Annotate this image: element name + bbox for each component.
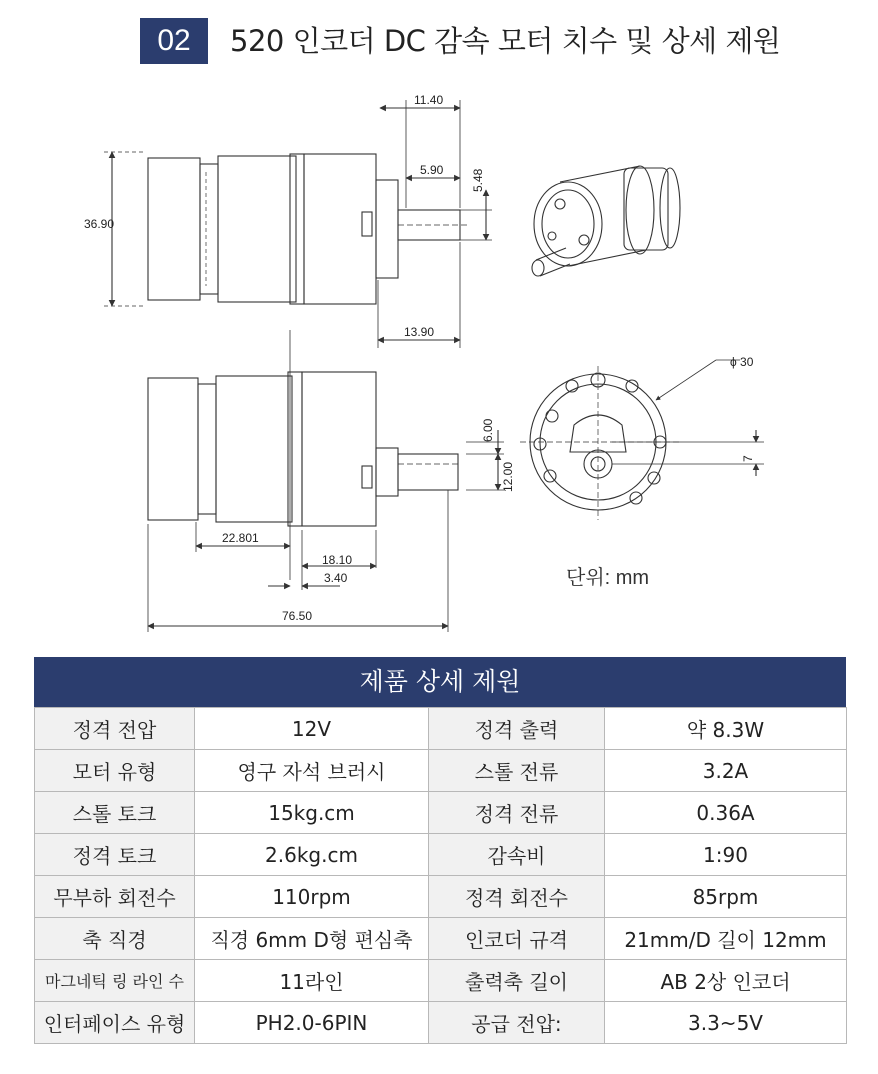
spec-value: 0.36A [605, 792, 847, 834]
dim-22-801: 22.801 [222, 531, 259, 545]
spec-value: 110rpm [195, 876, 429, 918]
spec-value: 12V [195, 708, 429, 750]
motor-perspective-view [532, 166, 680, 276]
motor-front-view [520, 366, 680, 520]
table-row [35, 708, 847, 750]
spec-key: 공급 전압: [429, 1002, 605, 1044]
spec-value: 영구 자석 브러시 [195, 750, 429, 792]
spec-value: PH2.0-6PIN [195, 1002, 429, 1044]
table-row [35, 876, 847, 918]
spec-key: 정격 출력 [429, 708, 605, 750]
table-row [35, 792, 847, 834]
spec-grid [34, 707, 847, 1044]
section-title: 520 인코더 DC 감속 모터 치수 및 상세 제원 [230, 24, 781, 58]
spec-key: 정격 토크 [35, 834, 195, 876]
spec-key: 감속비 [429, 834, 605, 876]
dim-phi-30: ϕ 30 [730, 355, 754, 369]
spec-value: 15kg.cm [195, 792, 429, 834]
spec-value: 약 8.3W [605, 708, 847, 750]
spec-key: 축 직경 [35, 918, 195, 960]
dim-36-90: 36.90 [84, 217, 115, 231]
spec-key: 무부하 회전수 [35, 876, 195, 918]
spec-key: 정격 회전수 [429, 876, 605, 918]
dim-12-00: 12.00 [501, 461, 515, 492]
motor-dimension-drawing [0, 80, 878, 650]
motor-side-view-bottom [148, 372, 458, 526]
spec-value: 11라인 [195, 960, 429, 1002]
spec-value: 3.2A [605, 750, 847, 792]
table-row [35, 750, 847, 792]
dim-5-48: 5.48 [471, 168, 485, 192]
spec-value: 3.3~5V [605, 1002, 847, 1044]
spec-key: 스톨 토크 [35, 792, 195, 834]
spec-key: 모터 유형 [35, 750, 195, 792]
spec-key: 마그네틱 링 라인 수 [35, 960, 195, 1002]
spec-value: 2.6kg.cm [195, 834, 429, 876]
spec-table-title: 제품 상세 제원 [34, 657, 846, 707]
spec-key: 정격 전압 [35, 708, 195, 750]
spec-value: AB 2상 인코더 [605, 960, 847, 1002]
table-row [35, 918, 847, 960]
dim-11-40: 11.40 [414, 93, 444, 107]
spec-key: 인코더 규격 [429, 918, 605, 960]
section-header [0, 0, 878, 80]
spec-key: 정격 전류 [429, 792, 605, 834]
table-row [35, 834, 847, 876]
spec-value: 직경 6mm D형 편심축 [195, 918, 429, 960]
spec-table [34, 657, 846, 1044]
dim-5-90: 5.90 [420, 163, 444, 177]
spec-value: 21mm/D 길이 12mm [605, 918, 847, 960]
dim-18-10: 18.10 [322, 553, 353, 567]
spec-value: 85rpm [605, 876, 847, 918]
dim-6-00: 6.00 [481, 418, 495, 442]
dim-13-90: 13.90 [404, 325, 435, 339]
dim-3-40: 3.40 [324, 571, 348, 585]
dim-7: 7 [741, 455, 755, 462]
table-row [35, 960, 847, 1002]
table-row [35, 1002, 847, 1044]
section-number-badge: 02 [140, 18, 208, 64]
spec-key: 스톨 전류 [429, 750, 605, 792]
spec-key: 인터페이스 유형 [35, 1002, 195, 1044]
spec-value: 1:90 [605, 834, 847, 876]
dim-76-50: 76.50 [282, 609, 313, 623]
spec-key: 출력축 길이 [429, 960, 605, 1002]
unit-label: 단위: mm [566, 567, 650, 589]
